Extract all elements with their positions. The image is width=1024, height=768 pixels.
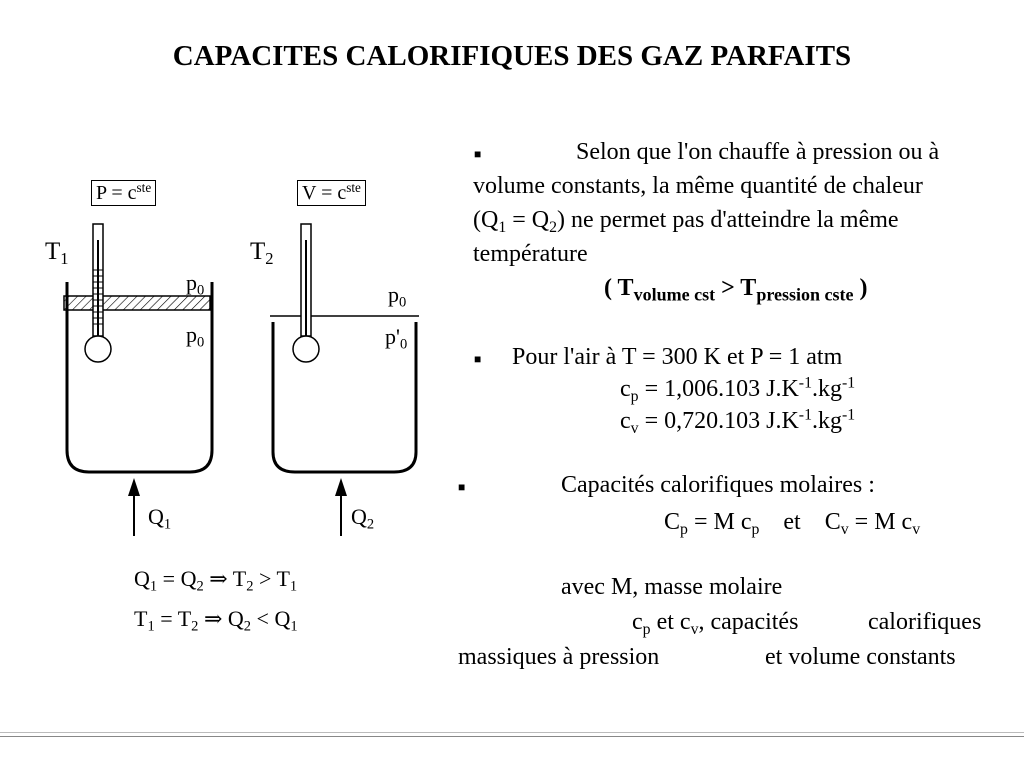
bullet-3-icon: ■ [458,480,466,494]
para3-line1: Capacités calorifiques molaires : [561,472,875,498]
pressure-p0-right: $p_0$ [388,282,407,311]
para1-line3: $(Q_1 = Q_2)$ ne permet pas d'atteindre la même [473,207,899,236]
page-title: CAPACITES CALORIFIQUES DES GAZ PARFAITS [172,40,852,72]
para1-line4: température [473,241,588,267]
constant-pressure-label: $P = c^{ste}$ [91,180,156,206]
bullet-2-icon: ■ [474,352,482,366]
heat-arrow-left-icon [128,478,140,536]
molar-capacity-formula: $C_p = M$ $c_p$ et $C_v = M$ $c_v$ [664,509,921,538]
pressure-p0-prime-right: $p'_0$ [385,324,408,353]
bullet-1-icon: ■ [474,147,482,161]
footer-divider-2 [0,736,1024,737]
temperature-comparison: ( $T_{volume cst} > T_{pression cste}$ ) [604,275,868,305]
heat-q1-label: $Q_1$ [148,504,172,533]
para3-line3: avec M, masse molaire [561,574,783,600]
para3-line4-end: calorifiques [868,609,982,635]
para3-line5-start: massiques à pression [458,644,660,670]
heat-arrow-right-icon [335,478,347,536]
thermometer-right-icon [293,224,319,362]
piston [64,296,210,310]
temperature-t2-label: $T_2$ [250,238,274,268]
para1-line2: volume constants, la même quantité de chaleur [473,173,923,199]
pressure-p0-above-piston: $p_0$ [186,270,205,299]
cv-value: $c_v = 0,720.103$ $J.K^{-1}.kg^{-1}$ [620,406,856,437]
para2-line1: Pour l'air à T = 300 K et P = 1 atm [512,344,843,370]
para3-line5-end: et volume constants [765,644,956,670]
cp-value: $c_p = 1,006.103$ $J.K^{-1}.kg^{-1}$ [620,374,856,405]
para3-line4: $c_p$ et $c_v$, capacités [632,609,799,638]
relation-line-1: $Q_1 = Q_2$ ⇒ $T_2 > T_1$ [134,566,298,595]
thermometer-left-icon [85,224,111,362]
para1-line1: Selon que l'on chauffe à pression ou à [576,139,940,165]
footer-divider [0,732,1024,733]
pressure-p0-below-piston: $p_0$ [186,322,205,351]
temperature-t1-label: $T_1$ [45,238,69,268]
heat-q2-label: $Q_2$ [351,504,375,533]
relation-line-2: $T_1 = T_2$ ⇒ $Q_2 < Q_1$ [134,606,298,635]
constant-volume-label: $V = c^{ste}$ [297,180,366,206]
